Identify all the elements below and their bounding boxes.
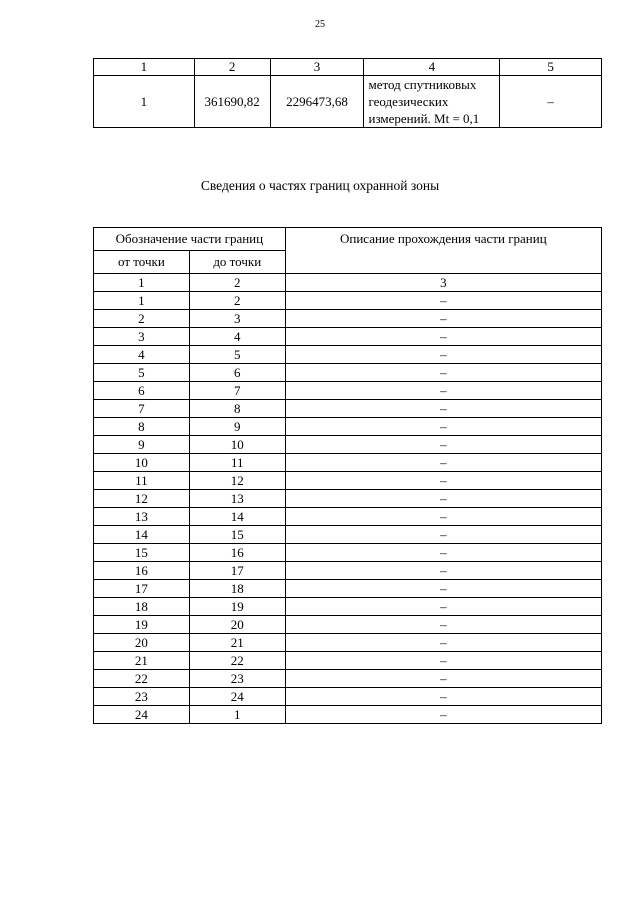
from-point-cell: 20 <box>94 634 190 652</box>
description-cell: – <box>285 328 601 346</box>
table-row <box>94 328 602 346</box>
description-cell: – <box>285 382 601 400</box>
to-point-cell: 22 <box>189 652 285 670</box>
from-point-cell: 13 <box>94 508 190 526</box>
parts-header-row <box>94 228 602 251</box>
header-to-point: до точки <box>189 251 285 274</box>
table-row <box>94 490 602 508</box>
to-point-cell: 19 <box>189 598 285 616</box>
to-point-cell: 15 <box>189 526 285 544</box>
to-point-cell: 8 <box>189 400 285 418</box>
header-part-designation: Обозначение части границ <box>94 228 286 251</box>
parts-numbering-row <box>94 274 602 292</box>
from-point-cell: 11 <box>94 472 190 490</box>
description-cell: – <box>285 544 601 562</box>
table-row <box>94 526 602 544</box>
description-cell: – <box>285 634 601 652</box>
table-row <box>94 400 602 418</box>
from-point-cell: 9 <box>94 436 190 454</box>
from-point-cell: 1 <box>94 292 190 310</box>
numbering-cell: 1 <box>94 274 190 292</box>
x-coordinate-cell: 361690,82 <box>194 76 270 128</box>
table-row <box>94 598 602 616</box>
from-point-cell: 24 <box>94 706 190 724</box>
description-cell: – <box>285 400 601 418</box>
from-point-cell: 3 <box>94 328 190 346</box>
coord-header-cell: 1 <box>94 59 195 76</box>
to-point-cell: 24 <box>189 688 285 706</box>
table-row <box>94 670 602 688</box>
to-point-cell: 16 <box>189 544 285 562</box>
to-point-cell: 6 <box>189 364 285 382</box>
table-row <box>94 616 602 634</box>
description-cell: – <box>285 598 601 616</box>
numbering-cell: 3 <box>285 274 601 292</box>
description-cell: – <box>285 526 601 544</box>
method-cell <box>364 76 500 128</box>
table-row <box>94 706 602 724</box>
from-point-cell: 21 <box>94 652 190 670</box>
table-row <box>94 310 602 328</box>
table-row <box>94 652 602 670</box>
numbering-cell: 2 <box>189 274 285 292</box>
description-cell: – <box>285 580 601 598</box>
table-row <box>94 382 602 400</box>
to-point-cell: 13 <box>189 490 285 508</box>
to-point-cell: 3 <box>189 310 285 328</box>
from-point-cell: 4 <box>94 346 190 364</box>
from-point-cell: 8 <box>94 418 190 436</box>
from-point-cell: 18 <box>94 598 190 616</box>
from-point-cell: 15 <box>94 544 190 562</box>
to-point-cell: 7 <box>189 382 285 400</box>
description-cell: – <box>285 346 601 364</box>
to-point-cell: 10 <box>189 436 285 454</box>
coord-header-cell: 4 <box>364 59 500 76</box>
method-line: геодезических <box>368 94 449 109</box>
from-point-cell: 17 <box>94 580 190 598</box>
description-cell: – <box>285 562 601 580</box>
coordinates-header-row <box>94 59 602 76</box>
from-point-cell: 7 <box>94 400 190 418</box>
table-row <box>94 580 602 598</box>
section-title: Сведения о частях границ охранной зоны <box>200 178 440 193</box>
y-coordinate-cell: 2296473,68 <box>270 76 364 128</box>
description-cell: – <box>285 616 601 634</box>
to-point-cell: 21 <box>189 634 285 652</box>
to-point-cell: 2 <box>189 292 285 310</box>
coord-header-cell: 3 <box>270 59 364 76</box>
from-point-cell: 23 <box>94 688 190 706</box>
column-5-cell: – <box>500 76 602 128</box>
description-cell: – <box>285 292 601 310</box>
description-cell: – <box>285 490 601 508</box>
from-point-cell: 2 <box>94 310 190 328</box>
coord-header-cell: 2 <box>194 59 270 76</box>
from-point-cell: 6 <box>94 382 190 400</box>
to-point-cell: 4 <box>189 328 285 346</box>
coordinates-data-row <box>94 76 602 128</box>
coord-header-cell: 5 <box>500 59 602 76</box>
from-point-cell: 10 <box>94 454 190 472</box>
to-point-cell: 5 <box>189 346 285 364</box>
page-number: 25 <box>315 19 325 30</box>
to-point-cell: 12 <box>189 472 285 490</box>
point-number-cell: 1 <box>94 76 195 128</box>
boundary-parts-table <box>93 227 602 724</box>
to-point-cell: 9 <box>189 418 285 436</box>
table-row <box>94 346 602 364</box>
from-point-cell: 16 <box>94 562 190 580</box>
table-row <box>94 454 602 472</box>
description-cell: – <box>285 418 601 436</box>
table-row <box>94 292 602 310</box>
header-from-point: от точки <box>94 251 190 274</box>
coordinates-table <box>93 58 602 128</box>
description-cell: – <box>285 454 601 472</box>
to-point-cell: 18 <box>189 580 285 598</box>
description-cell: – <box>285 670 601 688</box>
description-cell: – <box>285 310 601 328</box>
to-point-cell: 1 <box>189 706 285 724</box>
to-point-cell: 23 <box>189 670 285 688</box>
table-row <box>94 436 602 454</box>
description-cell: – <box>285 508 601 526</box>
description-cell: – <box>285 706 601 724</box>
from-point-cell: 12 <box>94 490 190 508</box>
table-row <box>94 364 602 382</box>
method-line: метод спутниковых <box>368 77 477 92</box>
description-cell: – <box>285 364 601 382</box>
table-row <box>94 562 602 580</box>
to-point-cell: 11 <box>189 454 285 472</box>
description-cell: – <box>285 436 601 454</box>
to-point-cell: 14 <box>189 508 285 526</box>
from-point-cell: 5 <box>94 364 190 382</box>
table-row <box>94 544 602 562</box>
description-cell: – <box>285 688 601 706</box>
table-row <box>94 508 602 526</box>
table-row <box>94 418 602 436</box>
table-row <box>94 688 602 706</box>
to-point-cell: 20 <box>189 616 285 634</box>
to-point-cell: 17 <box>189 562 285 580</box>
from-point-cell: 14 <box>94 526 190 544</box>
table-row <box>94 472 602 490</box>
description-cell: – <box>285 472 601 490</box>
header-part-description: Описание прохождения части границ <box>285 228 601 274</box>
table-row <box>94 634 602 652</box>
from-point-cell: 19 <box>94 616 190 634</box>
from-point-cell: 22 <box>94 670 190 688</box>
method-line: измерений. Mt = 0,1 <box>368 111 480 126</box>
description-cell: – <box>285 652 601 670</box>
